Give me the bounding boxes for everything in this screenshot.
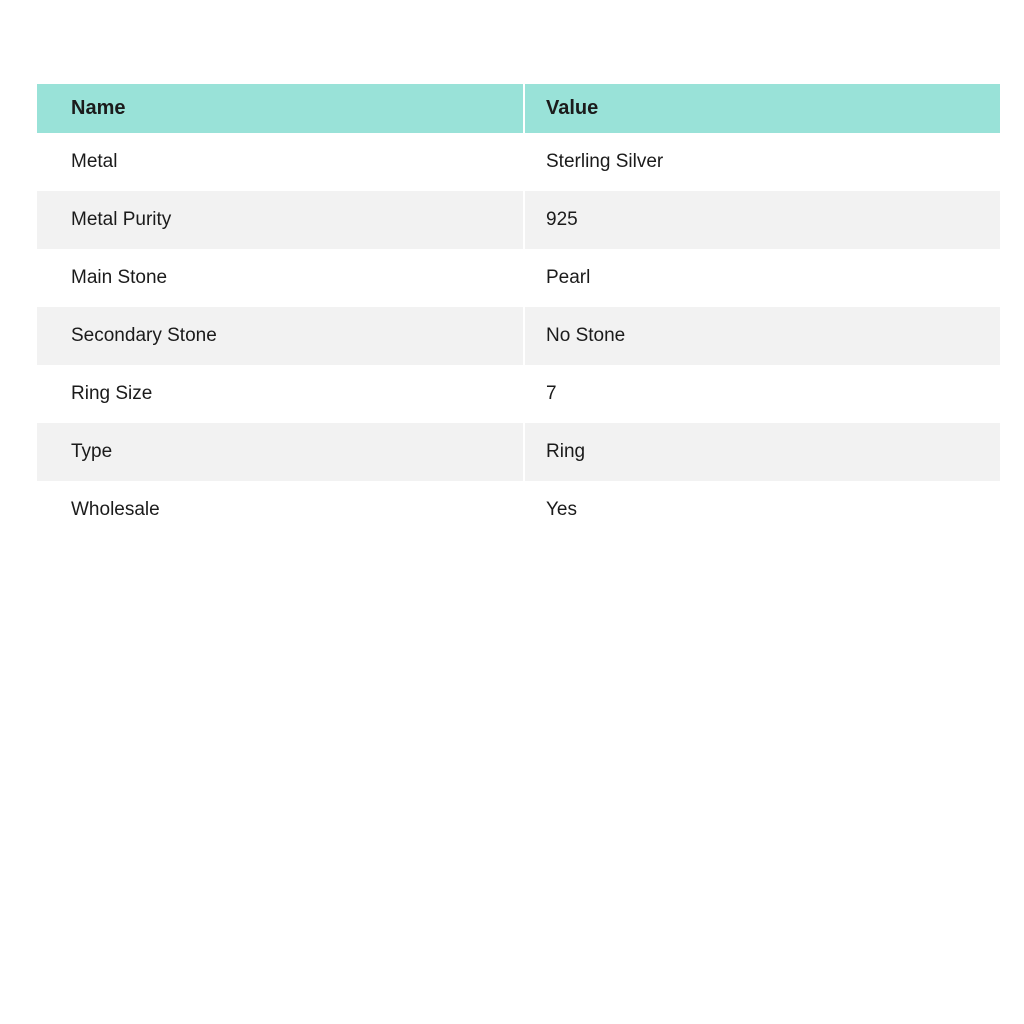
attribute-value-cell: Sterling Silver bbox=[524, 133, 1000, 191]
table-row bbox=[37, 365, 1000, 423]
column-header-name: Name bbox=[37, 84, 524, 133]
attribute-value-cell: No Stone bbox=[524, 307, 1000, 365]
attribute-name-cell: Main Stone bbox=[37, 249, 524, 307]
attribute-name-cell: Secondary Stone bbox=[37, 307, 524, 365]
attribute-value-cell: Yes bbox=[524, 481, 1000, 539]
attribute-value-cell: 7 bbox=[524, 365, 1000, 423]
attribute-value-cell: 925 bbox=[524, 191, 1000, 249]
attributes-table bbox=[37, 84, 1000, 539]
table-row bbox=[37, 249, 1000, 307]
attribute-name-cell: Ring Size bbox=[37, 365, 524, 423]
table-row bbox=[37, 423, 1000, 481]
table-row bbox=[37, 133, 1000, 191]
product-attributes-section bbox=[37, 84, 1000, 539]
attribute-value-cell: Ring bbox=[524, 423, 1000, 481]
table-body bbox=[37, 133, 1000, 539]
attribute-name-cell: Metal Purity bbox=[37, 191, 524, 249]
table-row bbox=[37, 307, 1000, 365]
attribute-name-cell: Wholesale bbox=[37, 481, 524, 539]
attribute-name-cell: Type bbox=[37, 423, 524, 481]
table-row bbox=[37, 191, 1000, 249]
attribute-value-cell: Pearl bbox=[524, 249, 1000, 307]
column-header-value: Value bbox=[524, 84, 1000, 133]
table-row bbox=[37, 481, 1000, 539]
attribute-name-cell: Metal bbox=[37, 133, 524, 191]
table-header-row bbox=[37, 84, 1000, 133]
